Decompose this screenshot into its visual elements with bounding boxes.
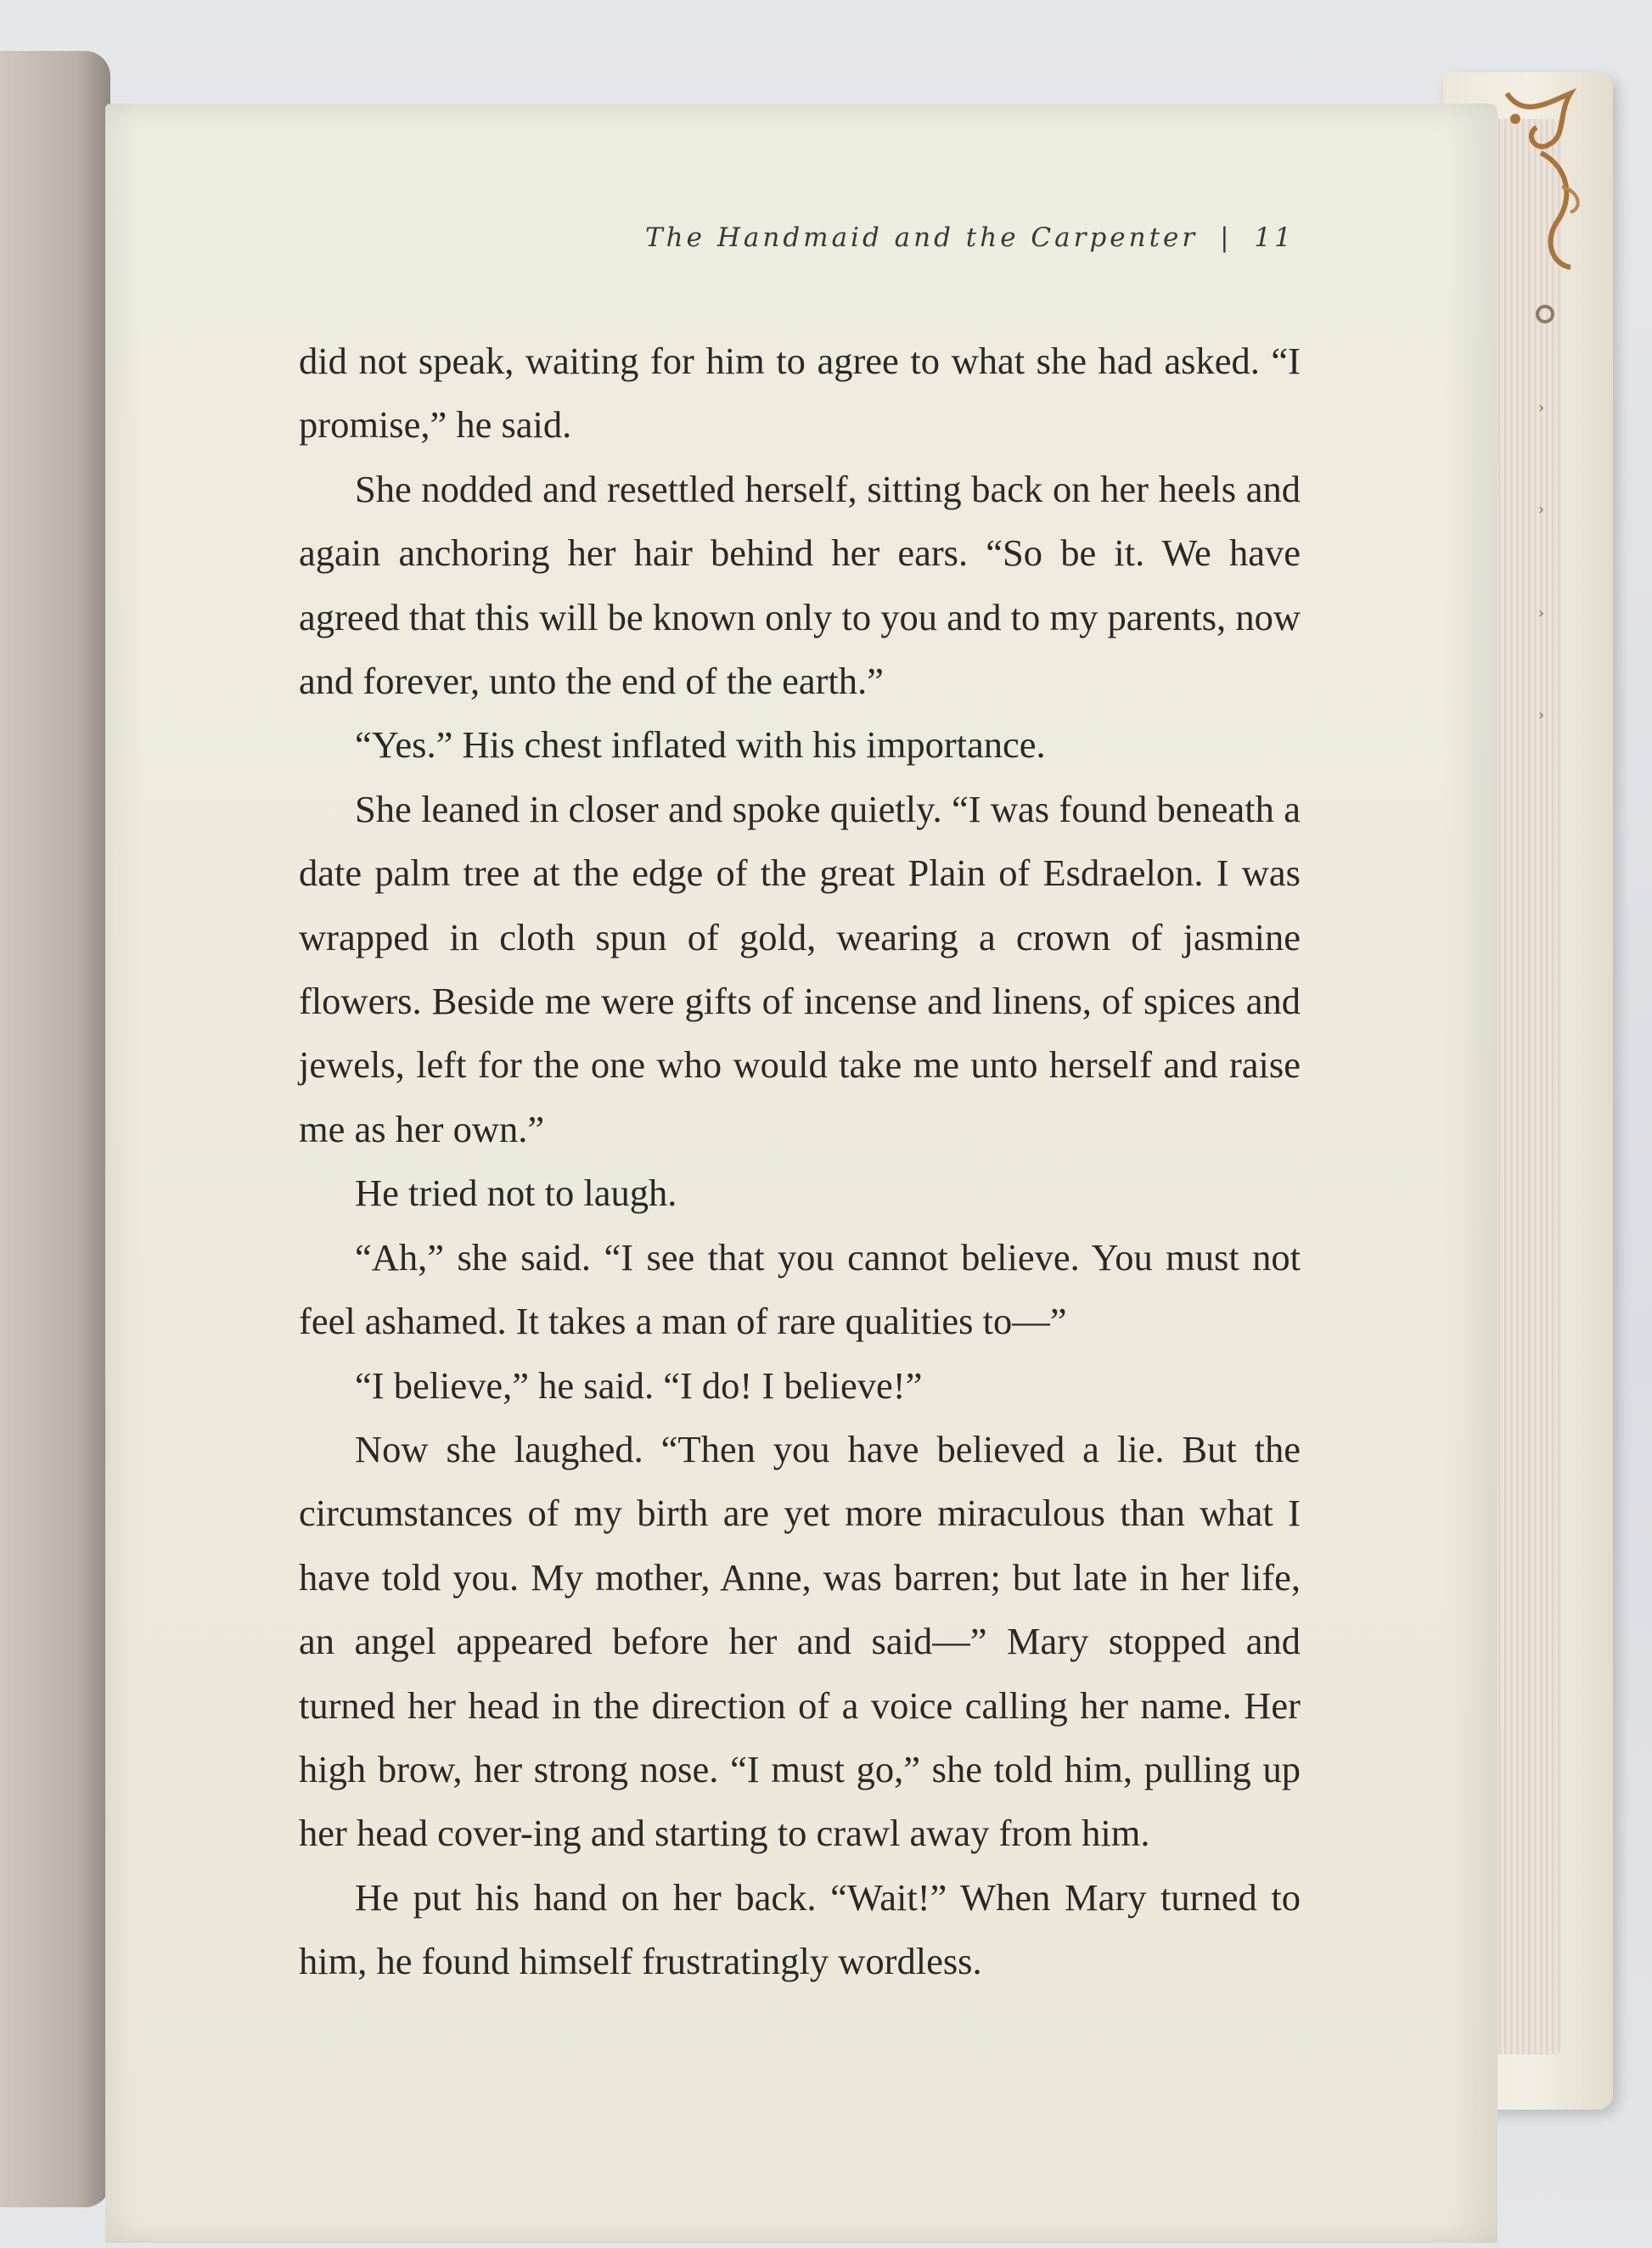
page-number: 11: [1254, 222, 1295, 253]
gold-flourish-icon: [1490, 85, 1592, 340]
paragraph: She leaned in closer and spoke quietly. “I was found beneath a date palm tree at the edge of the great Plain of Esdraelon. I was wrapped in cloth spun of gold, wearing a crown of jasmine flowers. Beside me were gifts of incense and linens, of spices and jewels, left for the one who would take me unto herself and raise me as her own.”: [299, 787, 1301, 1150]
paragraph: “I believe,” he said. “I do! I believe!”: [355, 1363, 923, 1407]
chevron-right-icon: ›: [1538, 501, 1545, 519]
paragraph: did not speak, waiting for him to agree to what she had asked. “I promise,” he said.: [299, 340, 1301, 447]
paragraph: “Yes.” His chest inflated with his importance.: [355, 723, 1046, 767]
chevron-right-icon: ›: [1538, 706, 1545, 724]
paragraph: She nodded and resettled herself, sitting back on her heels and again anchoring her hair behind her ears. “So be it. We have agreed that this will be known only to you and to my parents, now and forever, unto the end of the earth.”: [299, 467, 1301, 703]
book-title: The Handmaid and the Carpenter: [645, 222, 1199, 253]
chevron-right-icon: ›: [1538, 399, 1545, 417]
body-text: [299, 329, 1301, 1994]
paragraph: Now she laughed. “Then you have believed a lie. But the circumstances of my birth are yet more miraculous than what I have told you. My mother, Anne, was barren; but late in her life, an angel appeared before her and said—” Mary stopped and turned her head in the direction of a voice calling her name. Her high brow, her strong nose. “I must go,” she told him, pulling up her head cover-ing and starting to crawl away from him.: [299, 1427, 1301, 1855]
left-page-edge: [0, 51, 110, 2207]
running-head-separator: |: [1220, 222, 1233, 253]
paragraph: “Ah,” she said. “I see that you cannot believe. You must not feel ashamed. It takes a man of rare qualities to—”: [299, 1235, 1301, 1343]
running-head: [645, 222, 1295, 253]
paragraph: He put his hand on her back. “Wait!” When Mary turned to him, he found himself frustratingly wordless.: [299, 1875, 1301, 1983]
chevron-right-icon: ›: [1538, 604, 1545, 622]
paragraph: He tried not to laugh.: [355, 1172, 677, 1215]
